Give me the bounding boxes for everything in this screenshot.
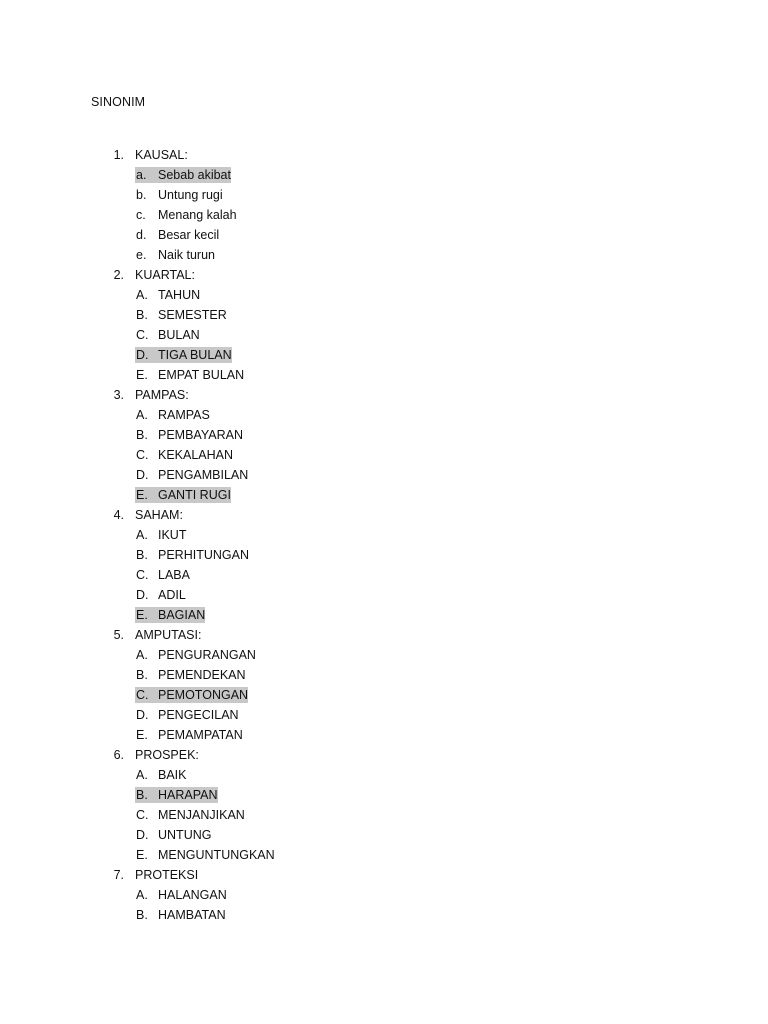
answer-option-highlighted xyxy=(0,785,768,805)
answer-option xyxy=(0,545,768,565)
answer-option xyxy=(0,565,768,585)
option-text: PEMENDEKAN xyxy=(158,668,246,682)
answer-option xyxy=(0,885,768,905)
question-list xyxy=(0,145,768,925)
option-text: BAGIAN xyxy=(158,608,206,622)
question-word: AMPUTASI: xyxy=(135,628,202,642)
option-letter: A. xyxy=(136,288,148,302)
option-text: LABA xyxy=(158,568,190,582)
option-text: HAMBATAN xyxy=(158,908,226,922)
page-title: SINONIM xyxy=(91,95,146,109)
option-letter: d. xyxy=(136,228,147,242)
option-letter: B. xyxy=(136,908,148,922)
option-text: BULAN xyxy=(158,328,200,342)
option-letter: c. xyxy=(136,208,146,222)
option-text: UNTUNG xyxy=(158,828,212,842)
answer-option xyxy=(0,425,768,445)
option-text: GANTI RUGI xyxy=(158,488,231,502)
answer-option xyxy=(0,825,768,845)
answer-option xyxy=(0,465,768,485)
option-letter: B. xyxy=(136,668,148,682)
option-text: MENGUNTUNGKAN xyxy=(158,848,275,862)
question-word: KUARTAL: xyxy=(135,268,195,282)
option-text: EMPAT BULAN xyxy=(158,368,245,382)
question-number: 7. xyxy=(113,868,124,882)
option-letter: e. xyxy=(136,248,147,262)
question-number: 3. xyxy=(113,388,124,402)
question-word: PAMPAS: xyxy=(135,388,189,402)
option-text: TAHUN xyxy=(158,288,201,302)
question-item xyxy=(0,265,768,285)
option-text: KEKALAHAN xyxy=(158,448,234,462)
option-letter: a. xyxy=(136,168,147,182)
answer-option xyxy=(0,445,768,465)
option-letter: D. xyxy=(136,468,149,482)
question-number: 4. xyxy=(113,508,124,522)
question-number: 6. xyxy=(113,748,124,762)
option-letter: C. xyxy=(136,808,149,822)
answer-option xyxy=(0,585,768,605)
answer-option xyxy=(0,525,768,545)
question-word: PROSPEK: xyxy=(135,748,199,762)
option-letter: C. xyxy=(136,328,149,342)
answer-option xyxy=(0,765,768,785)
answer-option xyxy=(0,365,768,385)
answer-option-highlighted xyxy=(0,485,768,505)
option-text: MENJANJIKAN xyxy=(158,808,245,822)
option-text: HALANGAN xyxy=(158,888,227,902)
option-letter: A. xyxy=(136,648,148,662)
question-item xyxy=(0,745,768,765)
option-letter: A. xyxy=(136,888,148,902)
answer-option xyxy=(0,185,768,205)
option-letter: A. xyxy=(136,768,148,782)
option-text: SEMESTER xyxy=(158,308,227,322)
question-item xyxy=(0,865,768,885)
option-text: PEMAMPATAN xyxy=(158,728,243,742)
option-text: PERHITUNGAN xyxy=(158,548,249,562)
question-word: PROTEKSI xyxy=(135,868,199,882)
option-text: ADIL xyxy=(158,588,186,602)
question-item xyxy=(0,145,768,165)
answer-option-highlighted xyxy=(0,165,768,185)
option-letter: D. xyxy=(136,708,149,722)
answer-option-highlighted xyxy=(0,345,768,365)
question-number: 2. xyxy=(113,268,124,282)
option-text: Besar kecil xyxy=(158,228,220,242)
option-letter: b. xyxy=(136,188,147,202)
option-letter: C. xyxy=(136,568,149,582)
option-text: Untung rugi xyxy=(158,188,223,202)
answer-option xyxy=(0,205,768,225)
option-letter: D. xyxy=(136,348,149,362)
option-letter: E. xyxy=(136,368,148,382)
option-letter: E. xyxy=(136,608,148,622)
option-letter: D. xyxy=(136,588,149,602)
answer-option xyxy=(0,705,768,725)
answer-option xyxy=(0,245,768,265)
answer-option xyxy=(0,645,768,665)
option-letter: A. xyxy=(136,408,148,422)
option-letter: A. xyxy=(136,528,148,542)
option-text: PEMBAYARAN xyxy=(158,428,243,442)
option-text: HARAPAN xyxy=(158,788,218,802)
option-text: Menang kalah xyxy=(158,208,237,222)
option-text: BAIK xyxy=(158,768,187,782)
answer-option xyxy=(0,805,768,825)
option-letter: E. xyxy=(136,728,148,742)
option-text: PENGAMBILAN xyxy=(158,468,249,482)
option-letter: B. xyxy=(136,308,148,322)
option-letter: B. xyxy=(136,548,148,562)
option-text: RAMPAS xyxy=(158,408,210,422)
question-item xyxy=(0,385,768,405)
answer-option xyxy=(0,845,768,865)
answer-option xyxy=(0,285,768,305)
answer-option xyxy=(0,325,768,345)
answer-option xyxy=(0,665,768,685)
option-text: PENGURANGAN xyxy=(158,648,256,662)
question-word: KAUSAL: xyxy=(135,148,188,162)
option-text: Sebab akibat xyxy=(158,168,231,182)
option-text: Naik turun xyxy=(158,248,215,262)
option-text: TIGA BULAN xyxy=(158,348,232,362)
option-letter: C. xyxy=(136,688,149,702)
question-item xyxy=(0,505,768,525)
option-letter: B. xyxy=(136,788,148,802)
option-text: PENGECILAN xyxy=(158,708,239,722)
answer-option xyxy=(0,905,768,925)
answer-option-highlighted xyxy=(0,685,768,705)
question-word: SAHAM: xyxy=(135,508,183,522)
option-letter: E. xyxy=(136,848,148,862)
question-number: 1. xyxy=(113,148,124,162)
option-text: PEMOTONGAN xyxy=(158,688,249,702)
option-letter: B. xyxy=(136,428,148,442)
question-number: 5. xyxy=(113,628,124,642)
answer-option-highlighted xyxy=(0,605,768,625)
answer-option xyxy=(0,405,768,425)
option-text: IKUT xyxy=(158,528,187,542)
answer-option xyxy=(0,725,768,745)
question-item xyxy=(0,625,768,645)
answer-option xyxy=(0,305,768,325)
option-letter: E. xyxy=(136,488,148,502)
option-letter: C. xyxy=(136,448,149,462)
option-letter: D. xyxy=(136,828,149,842)
answer-option xyxy=(0,225,768,245)
